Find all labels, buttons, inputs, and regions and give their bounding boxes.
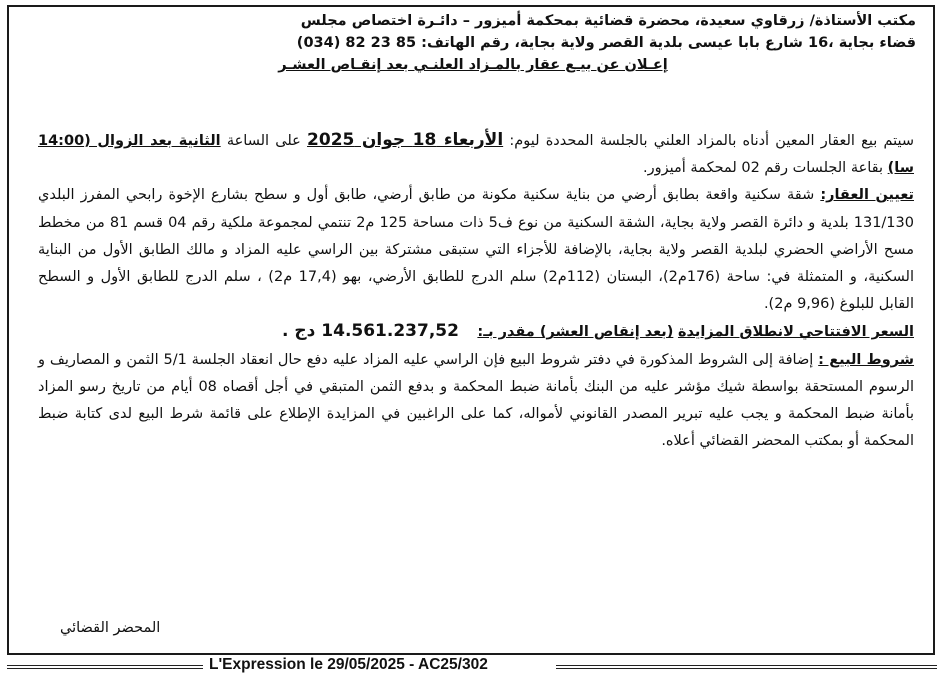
price-amount: 14.561.237,52 دج .: [282, 321, 459, 342]
price-label: السعر الافتتاحي لانطلاق المزايدة: [677, 324, 914, 341]
notice-title: إعـلان عن بيـع عقار بالمـزاد العلنـي بعد إنقـاص العشـر: [278, 57, 668, 73]
office-line-2: قضاء بجاية ،16 شارع بابا عيسى بلدية القصر ولاية بجاية، رقم الهاتف: 85 23 82 (034): [296, 35, 916, 51]
notice-body: [38, 127, 914, 455]
session-room: بقاعة الجلسات رقم 02 لمحكمة أميزور.: [643, 160, 884, 177]
property-paragraph: [38, 182, 914, 318]
announcement-paragraph: [38, 127, 914, 182]
property-description: شقة سكنية واقعة بطابق أرضي من بناية سكنية مكونة من طابق أرضي، طابق أول و سطح بشارع الإخوة رابحي المفرز البلدي 131/130 بلدية و دائرة القصر ولاية بجاية، الشقة السكنية من نوع ف5 ذات مساحة 125 م2 تنتمي لمجموعة ملكية رقم 04 قسم 81 من مخطط مسح الأراضي الحضري لبلدية القصر ولاية بجاية، بالإضافة للأجزاء التي ستبقى مشتركة بين الراسي عليه المزاد و مالك الطابق الأول من البناية السكنية، و المتمثلة في: ساحة (176م2)، البستان (112م2) سلم الدرج للطابق الأرضي، بهو (17,4 م2) ، سلم الدرج للطابق الأول و السطح القابل للبلوغ (9,96 م2).: [38, 187, 914, 313]
office-line-1: مكتب الأستاذة/ زرقاوي سعيدة، محضرة قضائية بمحكمة أميزور – دائـرة اختصاص مجلس: [300, 13, 916, 29]
price-note: (بعد إنقاص العشر) مقدر بـ:: [477, 324, 674, 341]
bailiff-signature: المحضر القضائي: [60, 620, 161, 636]
terms-label: شروط البيع :: [818, 351, 915, 368]
notice-header: [30, 10, 916, 76]
sale-date: الأربعاء 18 جوان 2025: [307, 130, 504, 150]
sale-time: الثانية بعد الزوال (14:00 سا): [38, 133, 914, 177]
footer-rule-right: [556, 665, 937, 669]
property-label: تعيين العقار:: [820, 187, 914, 204]
time-prefix: على الساعة: [226, 133, 301, 149]
footer-rule-left: [7, 665, 203, 669]
publication-footer: [0, 656, 944, 678]
intro-text: سيتم بيع العقار المعين أدناه بالمزاد العلني بالجلسة المحددة ليوم:: [509, 133, 915, 149]
publication-reference: L'Expression le 29/05/2025 - AC25/302: [209, 656, 488, 673]
price-paragraph: [38, 318, 914, 346]
terms-paragraph: [38, 347, 914, 456]
terms-text: إضافة إلى الشروط المذكورة في دفتر شروط البيع فإن الراسي عليه المزاد عليه دفع حال انعقاد الجلسة 5/1 الثمن و المصاريف و الرسوم المستحقة بواسطة شيك مؤشر عليه من البنك بأمانة ضبط المحكمة و بدفع الثمن المتبقي في أجل أقصاه 08 أيام من تاريخ رسو المزاد بأمانة ضبط المحكمة و يجب عليه تبرير المصدر القانوني لأمواله، كما على الراغبين في المزايدة الإطلاع على قائمة شرط البيع لدى كتابة ضبط المحكمة أو بمكتب المحضر القضائي أعلاه.: [38, 351, 914, 450]
